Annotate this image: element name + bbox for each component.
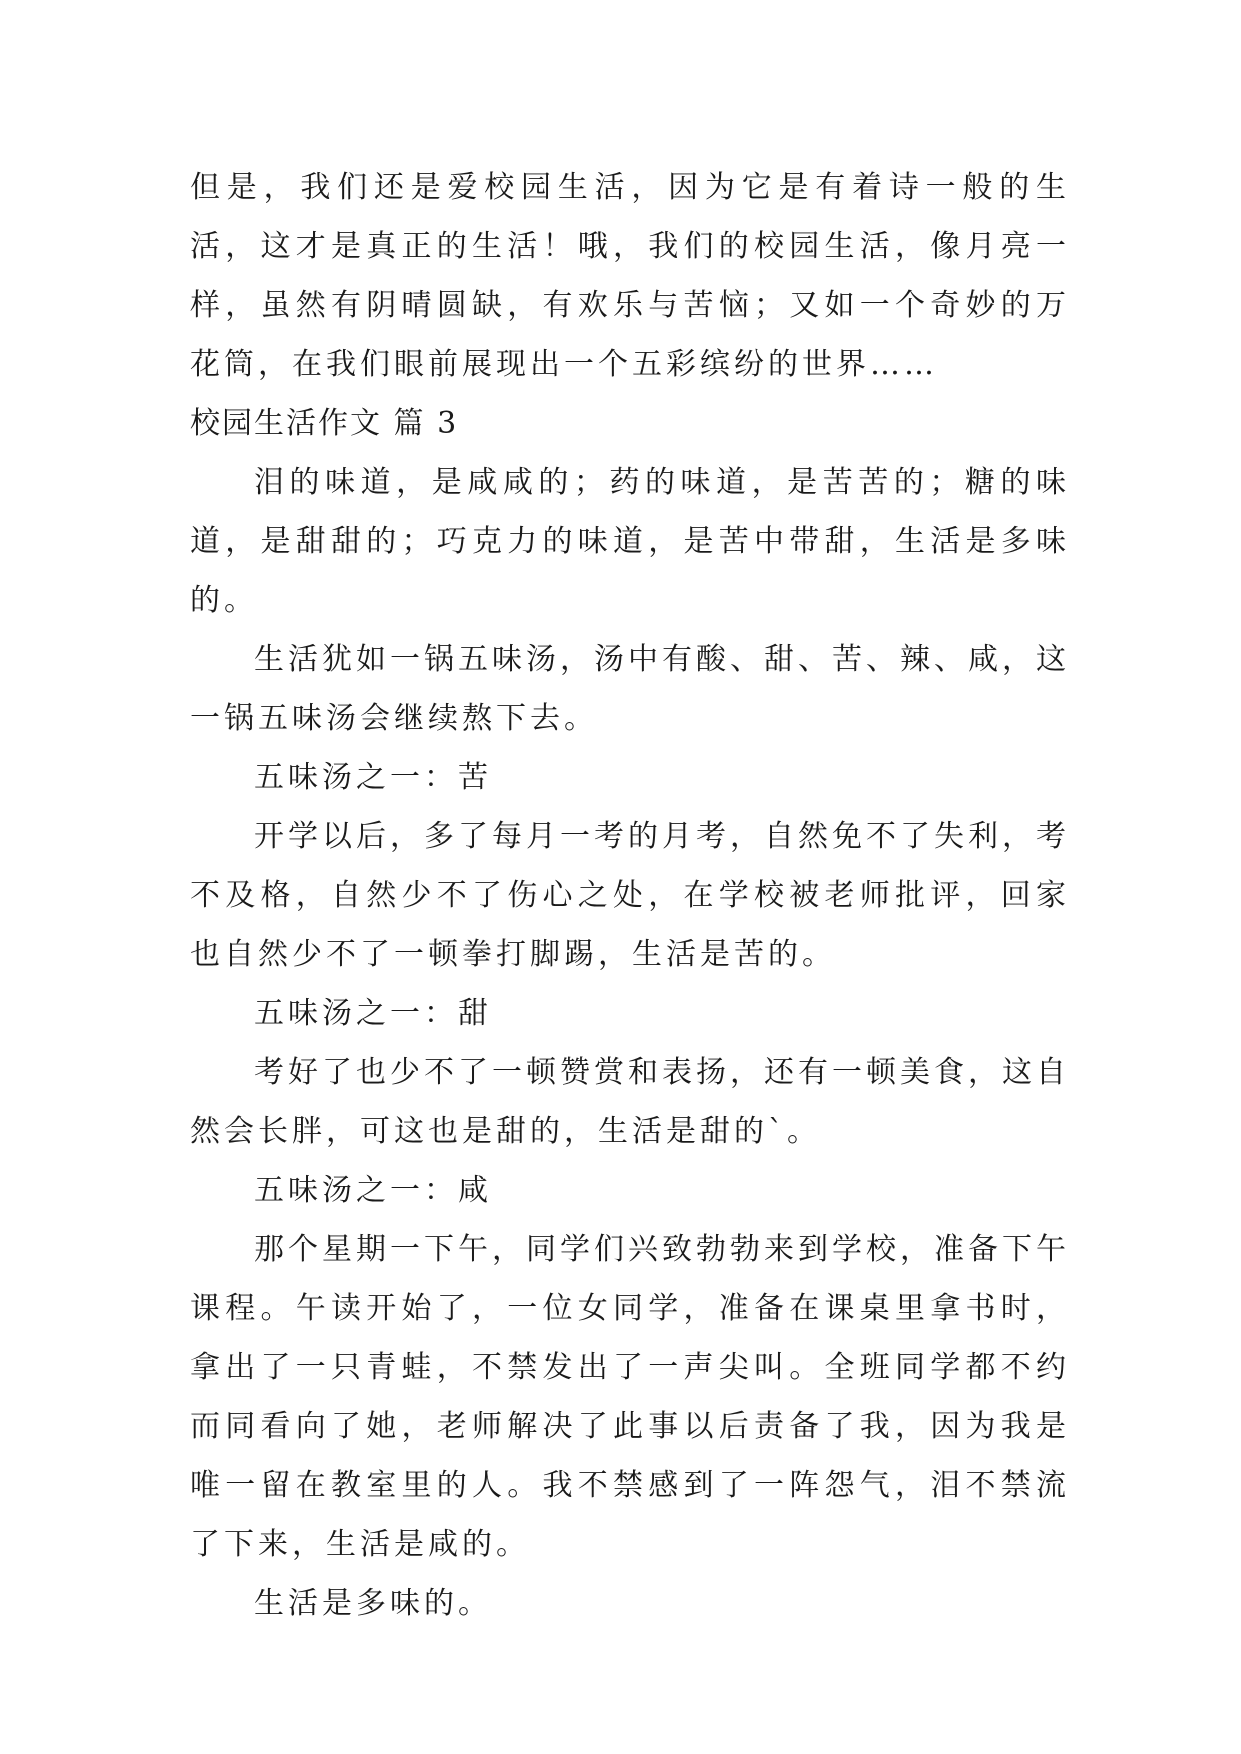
paragraph: 那个星期一下午，同学们兴致勃勃来到学校，准备下午课程。午读开始了，一位女同学，准备在课桌里拿书时，拿出了一只青蛙，不禁发出了一声尖叫。全班同学都不约而同看向了她，老师解决了此事以后责备了我，因为我是唯一留在教室里的人。我不禁感到了一阵怨气，泪不禁流了下来，生活是咸的。: [190, 1232, 1070, 1562]
closing-paragraph: 生活是多味的。: [254, 1586, 492, 1621]
subheading-bitter: 五味汤之一：苦: [254, 760, 492, 795]
subheading-salty: 五味汤之一：咸: [254, 1173, 492, 1208]
paragraph: 生活犹如一锅五味汤，汤中有酸、甜、苦、辣、咸，这一锅五味汤会继续熬下去。: [190, 642, 1070, 736]
opening-paragraph: 但是，我们还是爱校园生活，因为它是有着诗一般的生活，这才是真正的生活！哦，我们的校园生活，像月亮一样，虽然有阴晴圆缺，有欢乐与苦恼；又如一个奇妙的万花筒，在我们眼前展现出一个五彩缤纷的世界……: [190, 170, 1070, 382]
paragraph: 泪的味道，是咸咸的；药的味道，是苦苦的；糖的味道，是甜甜的；巧克力的味道，是苦中带甜，生活是多味的。: [190, 465, 1070, 618]
section-heading: 校园生活作文 篇 3: [190, 406, 459, 441]
subheading-sweet: 五味汤之一：甜: [254, 996, 492, 1031]
paragraph: 考好了也少不了一顿赞赏和表扬，还有一顿美食，这自然会长胖，可这也是甜的，生活是甜的`。: [190, 1055, 1070, 1149]
paragraph: 开学以后，多了每月一考的月考，自然免不了失利，考不及格，自然少不了伤心之处，在学校被老师批评，回家也自然少不了一顿拳打脚踢，生活是苦的。: [190, 819, 1070, 972]
document-body: [190, 158, 1070, 1633]
